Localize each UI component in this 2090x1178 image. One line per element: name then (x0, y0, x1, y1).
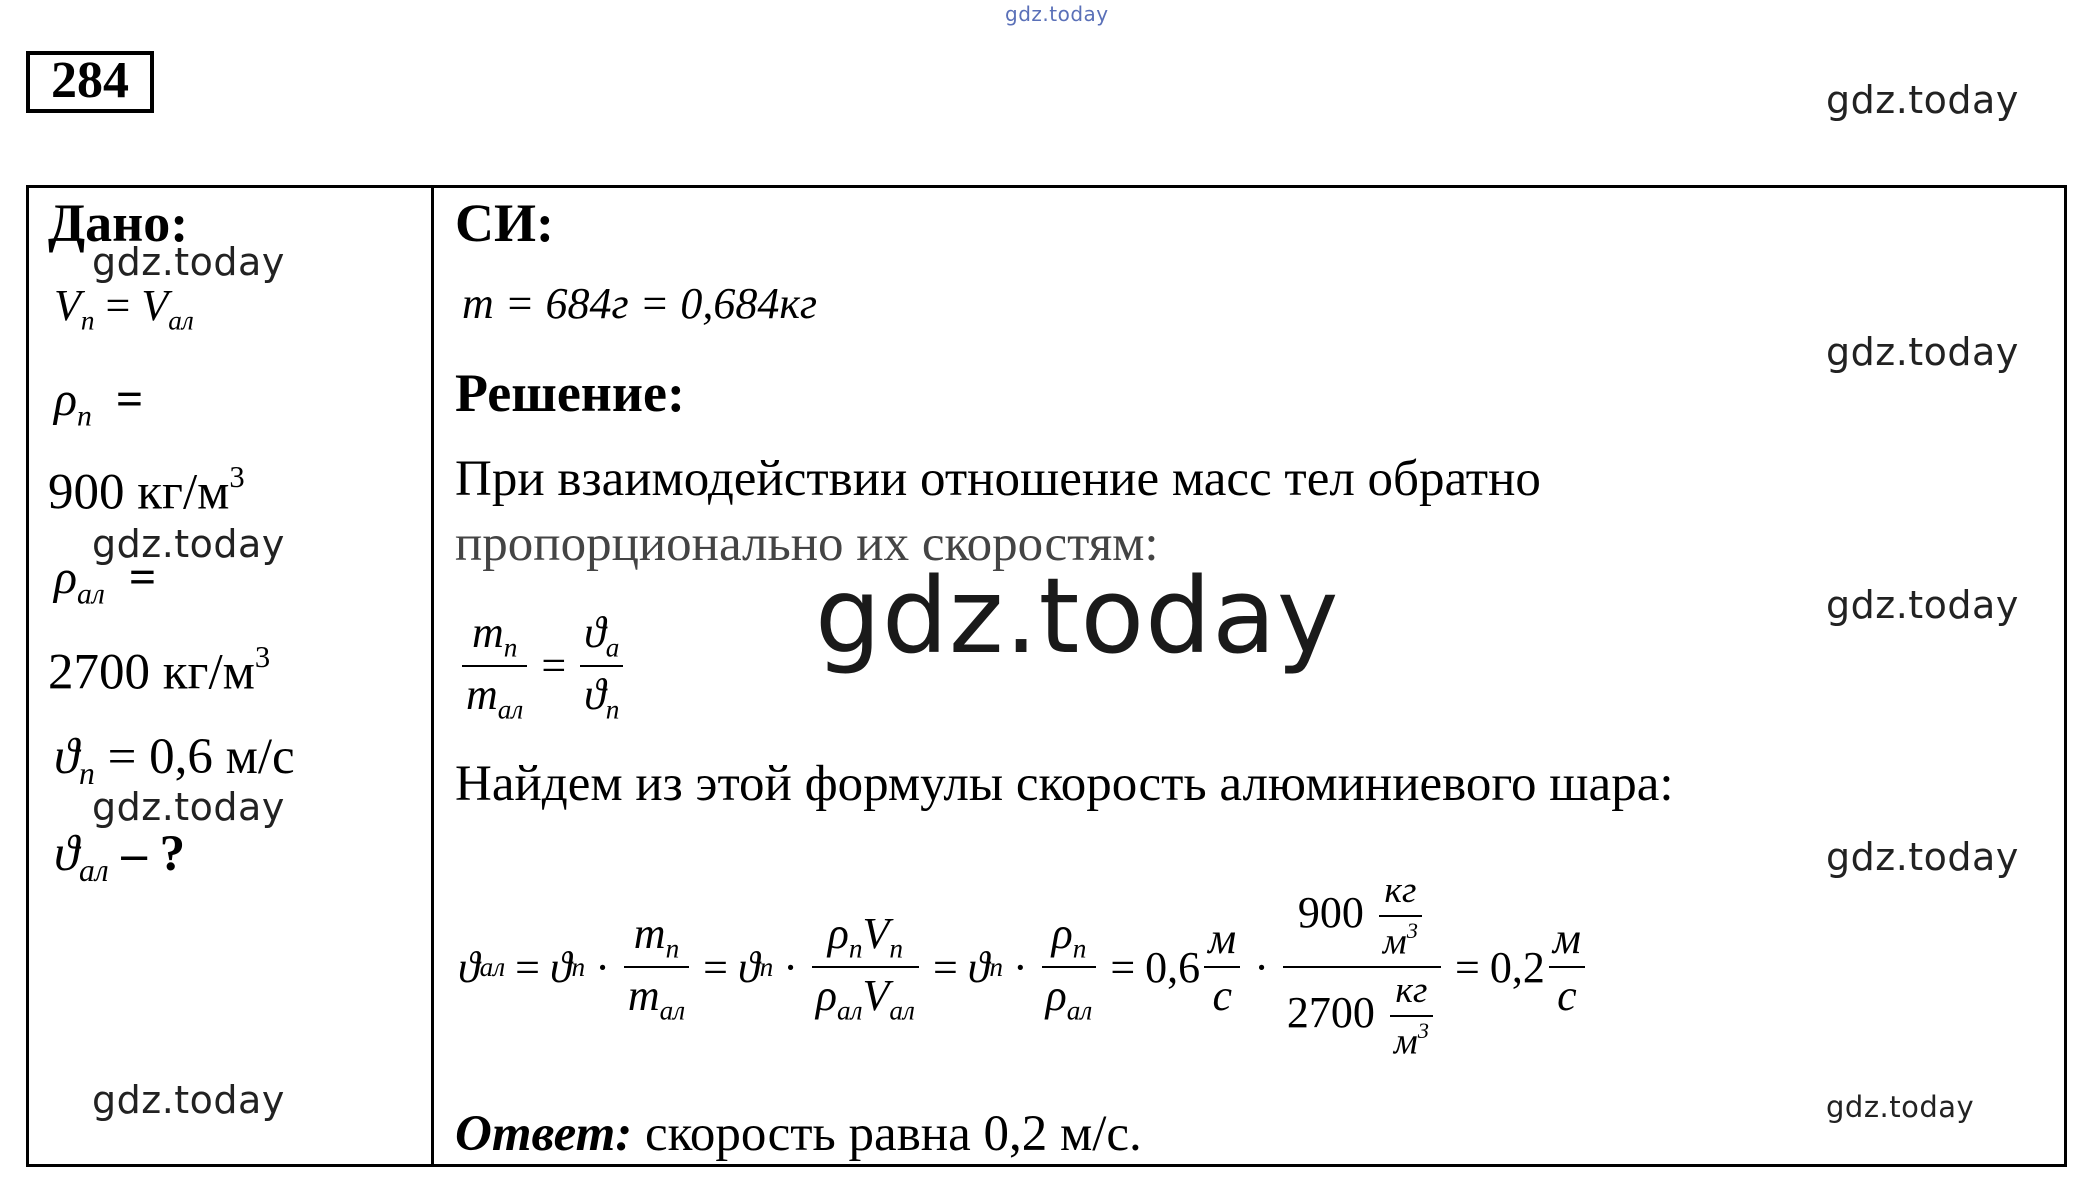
watermark: gdz.today (92, 1078, 285, 1122)
watermark: gdz.today (92, 785, 285, 829)
given-rho-al: $\rho_{ал}$ = (54, 551, 157, 611)
given-rho-p: $\rho_п$ = (54, 373, 144, 433)
watermark: gdz.today (1826, 583, 2019, 627)
given-velocity-al-unknown: $ϑ_{ал}$ – ? (54, 826, 186, 889)
given-header: Дано: (48, 193, 189, 253)
watermark-top: gdz.today (1005, 2, 1109, 26)
watermark: gdz.today (1826, 330, 2019, 374)
solution-header: Решение: (455, 363, 685, 423)
given-rho-p-value: 900 $кг/м^3$ (48, 460, 245, 521)
watermark: gdz.today (1826, 1090, 1975, 1124)
solution-text-line2: пропорционально их скоростям: (455, 516, 1159, 572)
given-volume-equality: $V_п = V_{ал}$ (54, 281, 194, 336)
solution-text-line1: При взаимодействии отношение масс тел обратно (455, 451, 1541, 507)
given-velocity-p: $ϑ_п = 0,6$ м/с (54, 729, 295, 792)
formula-derivation: ϑ ал = ϑ п · $\frac{m_п}{m_{ал}}$ = ϑ п · $\frac{\rho_пV_п}{\rho_{ал}V_{ал}}$ = ϑ п · $\frac{\rho_п}{\rho_{ал}}$ = 0,6 $\frac{м}{с}$ · 900 $\frac{кг}{м^3}$ 2700 $\frac{кг}{м^3}$ = 0,2 $\frac{м}{с}$ (458, 862, 1589, 1072)
watermark: gdz.today (1826, 835, 2019, 879)
answer-text: скорость равна 0,2 м/с. (645, 1106, 1142, 1162)
solution-text-line3: Найдем из этой формулы скорость алюминиевого шара: (455, 756, 1674, 812)
formula-ratio: $\frac{m_п}{m_{ал}}$ = $\frac{ϑ_а}{ϑ_п}$ (458, 605, 627, 726)
watermark: gdz.today (1826, 78, 2019, 122)
problem-number: 284 (26, 51, 154, 113)
si-header: СИ: (455, 193, 554, 253)
si-mass-conversion: m = 684г = 0,684кг (462, 279, 818, 328)
answer-line (455, 1105, 1142, 1163)
answer-label: Ответ: (455, 1106, 633, 1162)
watermark-large: gdz.today (815, 555, 1340, 677)
column-divider (431, 185, 434, 1167)
given-rho-al-value: 2700 $кг/м^3$ (48, 640, 271, 701)
watermark: gdz.today (92, 522, 285, 566)
watermark: gdz.today (92, 240, 285, 284)
